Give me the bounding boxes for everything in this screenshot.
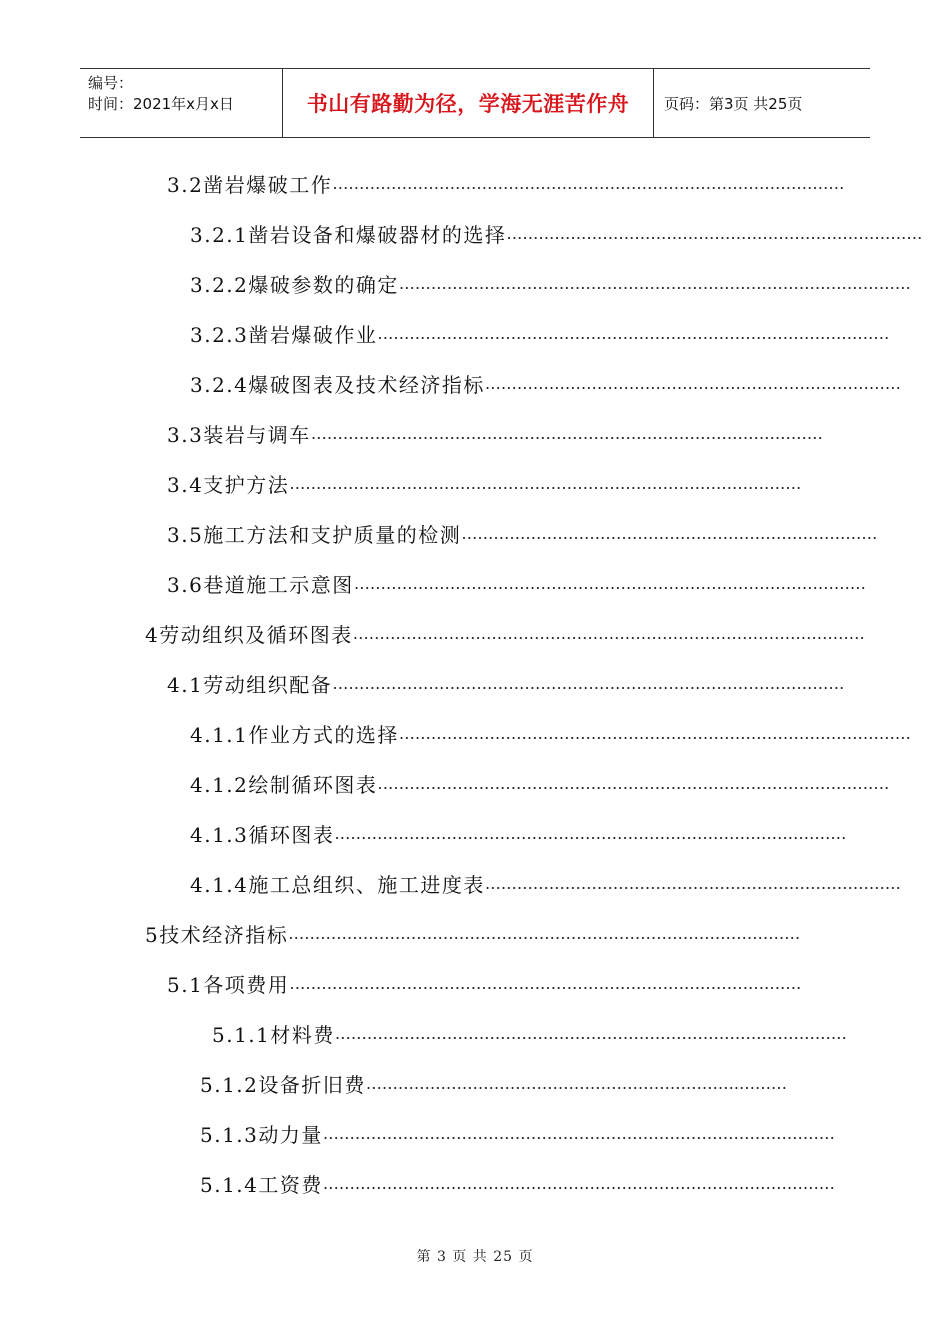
- header-page-info: 页码：第3页 共25页: [664, 94, 803, 113]
- toc-leader-dots: …………………………………………………………….………: [365, 1073, 787, 1093]
- toc-entry-label: 4.1.2绘制循环图表: [190, 772, 378, 797]
- toc-entry[interactable]: [190, 716, 911, 750]
- toc-entry[interactable]: [190, 216, 923, 250]
- toc-leader-dots: ……………………………………………………………………………………: [332, 673, 845, 693]
- toc-entry-label: 5技术经济指标: [145, 922, 289, 947]
- toc-entry[interactable]: [167, 566, 866, 600]
- toc-leader-dots: ……………………………………………………………………………………: [322, 1173, 835, 1193]
- toc-entry[interactable]: [212, 1016, 847, 1050]
- toc-entry-label: 4.1劳动组织配备: [167, 672, 333, 697]
- toc-entry-label: 5.1.2设备折旧费: [200, 1072, 366, 1097]
- toc-entry[interactable]: [200, 1166, 835, 1200]
- document-header: [80, 68, 870, 138]
- page-footer: 第 3 页 共 25 页: [416, 1249, 534, 1265]
- toc-entry-label: 3.2凿岩爆破工作: [167, 172, 333, 197]
- toc-entry[interactable]: [190, 366, 901, 400]
- header-meta: [80, 69, 282, 137]
- toc-entry[interactable]: [167, 416, 823, 450]
- toc-leader-dots: ……………………………………………………………………………………: [398, 273, 911, 293]
- toc-leader-dots: ……………………………………………………………………………………: [322, 1123, 835, 1143]
- toc-entry-label: 5.1各项费用: [167, 972, 290, 997]
- toc-leader-dots: ……………………………………………………………………………………: [334, 1023, 847, 1043]
- toc-entry[interactable]: [145, 616, 865, 650]
- toc-entry-label: 4.1.4施工总组织、施工进度表: [190, 872, 485, 897]
- toc-entry-label: 4劳动组织及循环图表: [145, 622, 353, 647]
- toc-entry-label: 3.2.4爆破图表及技术经济指标: [190, 372, 485, 397]
- toc-leader-dots: ……………………………………………………………………………………: [288, 923, 801, 943]
- toc-leader-dots: ……………………………………………………………………………………: [332, 173, 845, 193]
- toc-leader-dots: ……………………………………………………………………: [506, 223, 923, 243]
- toc-leader-dots: ……………………………………………………………………………………: [377, 323, 890, 343]
- toc-leader-dots: ……………………………………………………………………………………: [310, 423, 823, 443]
- toc-leader-dots: ……………………………………………………………………………………: [289, 473, 802, 493]
- toc-entry[interactable]: [167, 466, 802, 500]
- serial-label: 编号：: [88, 74, 134, 92]
- toc-entry[interactable]: [167, 966, 802, 1000]
- toc-entry-label: 3.3装岩与调车: [167, 422, 311, 447]
- toc-leader-dots: ……………………………………………………………………………………: [289, 973, 802, 993]
- toc-entry-label: 5.1.1材料费: [212, 1022, 335, 1047]
- toc-entry[interactable]: [167, 166, 845, 200]
- toc-entry[interactable]: [190, 766, 890, 800]
- toc-entry[interactable]: [145, 916, 801, 950]
- toc-entry-label: 3.2.1凿岩设备和爆破器材的选择: [190, 222, 507, 247]
- toc-leader-dots: ……………………………………………………………………………………: [377, 773, 890, 793]
- toc-entry-label: 5.1.3动力量: [200, 1122, 323, 1147]
- toc-entry[interactable]: [200, 1116, 835, 1150]
- toc-leader-dots: ……………………………………………………………………: [484, 873, 901, 893]
- toc-entry-label: 3.4支护方法: [167, 472, 290, 497]
- toc-leader-dots: ……………………………………………………………………: [461, 523, 878, 543]
- toc-entry[interactable]: [190, 266, 911, 300]
- toc-leader-dots: ……………………………………………………………………………………: [398, 723, 911, 743]
- toc-entry-label: 4.1.3循环图表: [190, 822, 335, 847]
- toc-leader-dots: ……………………………………………………………………………………: [353, 573, 866, 593]
- toc-entry[interactable]: [167, 516, 878, 550]
- toc-entry[interactable]: [190, 816, 847, 850]
- toc-entry-label: 4.1.1作业方式的选择: [190, 722, 399, 747]
- toc-entry[interactable]: [190, 866, 901, 900]
- toc-entry-label: 3.5施工方法和支护质量的检测: [167, 522, 462, 547]
- toc-entry-label: 5.1.4工资费: [200, 1172, 323, 1197]
- toc-leader-dots: ……………………………………………………………………: [484, 373, 901, 393]
- toc-entry[interactable]: [167, 666, 845, 700]
- toc-entry-label: 3.2.3凿岩爆破作业: [190, 322, 378, 347]
- toc-leader-dots: ……………………………………………………………………………………: [352, 623, 865, 643]
- date-label: 时间：2021年x月x日: [88, 95, 234, 113]
- toc-entry[interactable]: [190, 316, 890, 350]
- toc-leader-dots: ……………………………………………………………………………………: [334, 823, 847, 843]
- toc-entry-label: 3.2.2爆破参数的确定: [190, 272, 399, 297]
- toc-entry-label: 3.6巷道施工示意图: [167, 572, 354, 597]
- header-motto: 书山有路勤为径，学海无涯苦作舟: [282, 69, 654, 137]
- toc-entry[interactable]: [200, 1066, 787, 1100]
